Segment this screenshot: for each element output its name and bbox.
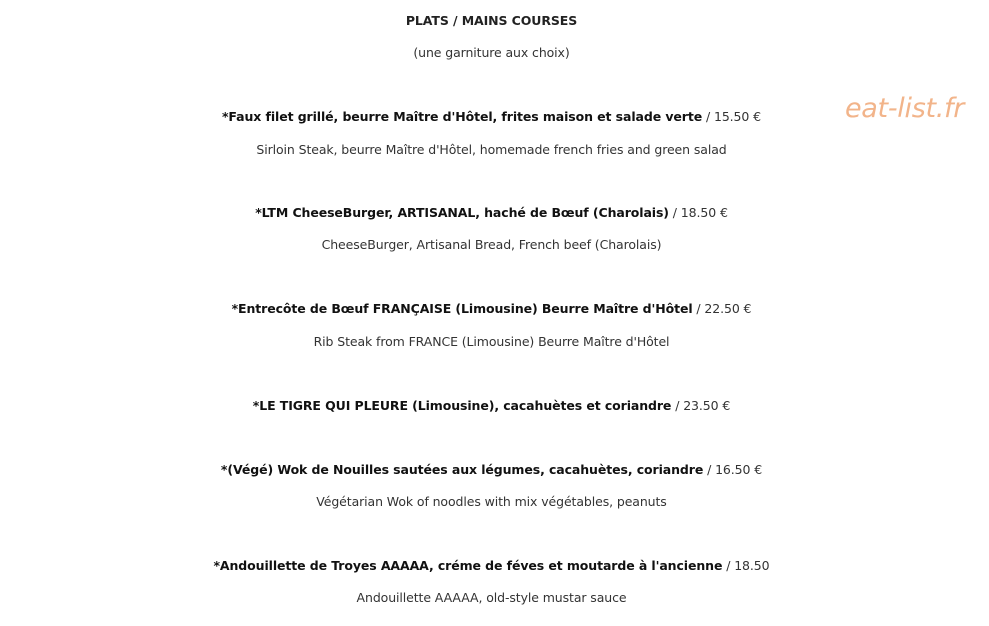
dish-name: *LE TIGRE QUI PLEURE (Limousine), cacahuètes et coriandre [252, 398, 672, 413]
dish-6-heading [0, 558, 983, 574]
dish-name: *Faux filet grillé, beurre Maître d'Hôtel, frites maison et salade verte [222, 109, 703, 124]
dish-name: *Andouillette de Troyes AAAAA, créme de féves et moutarde à l'ancienne [213, 558, 723, 573]
dish-3-heading [0, 301, 983, 317]
dish-name: *Entrecôte de Bœuf FRANÇAISE (Limousine) Beurre Maître d'Hôtel [231, 301, 693, 316]
dish-price: / 22.50 € [696, 301, 752, 316]
menu-section-subtitle: (une garniture aux choix) [413, 45, 570, 60]
menu-section-title: PLATS / MAINS COURSES [405, 13, 578, 28]
dish-description: Rib Steak from FRANCE (Limousine) Beurre Maître d'Hôtel [313, 334, 670, 349]
dish-4-heading [0, 398, 983, 414]
dish-price: / 15.50 € [705, 109, 761, 124]
dish-price: / 18.50 € [672, 205, 728, 220]
dish-price: / 16.50 € [707, 462, 763, 477]
dish-price: / 23.50 € [675, 398, 731, 413]
dish-description: CheeseBurger, Artisanal Bread, French beef (Charolais) [321, 237, 662, 252]
dish-price: / 18.50 [726, 558, 770, 573]
dish-1-heading [0, 109, 983, 125]
watermark-logo: eat-list.fr [845, 93, 965, 124]
dish-description: Végétarian Wok of noodles with mix végétables, peanuts [316, 494, 667, 509]
dish-5-heading [0, 462, 983, 478]
dish-name: *LTM CheeseBurger, ARTISANAL, haché de Bœuf (Charolais) [255, 205, 669, 220]
dish-description: Sirloin Steak, beurre Maître d'Hôtel, homemade french fries and green salad [256, 142, 727, 157]
dish-name: *(Végé) Wok de Nouilles sautées aux légumes, cacahuètes, coriandre [220, 462, 704, 477]
dish-2-heading [0, 205, 983, 221]
dish-description: Andouillette AAAAA, old-style mustar sauce [356, 590, 627, 605]
